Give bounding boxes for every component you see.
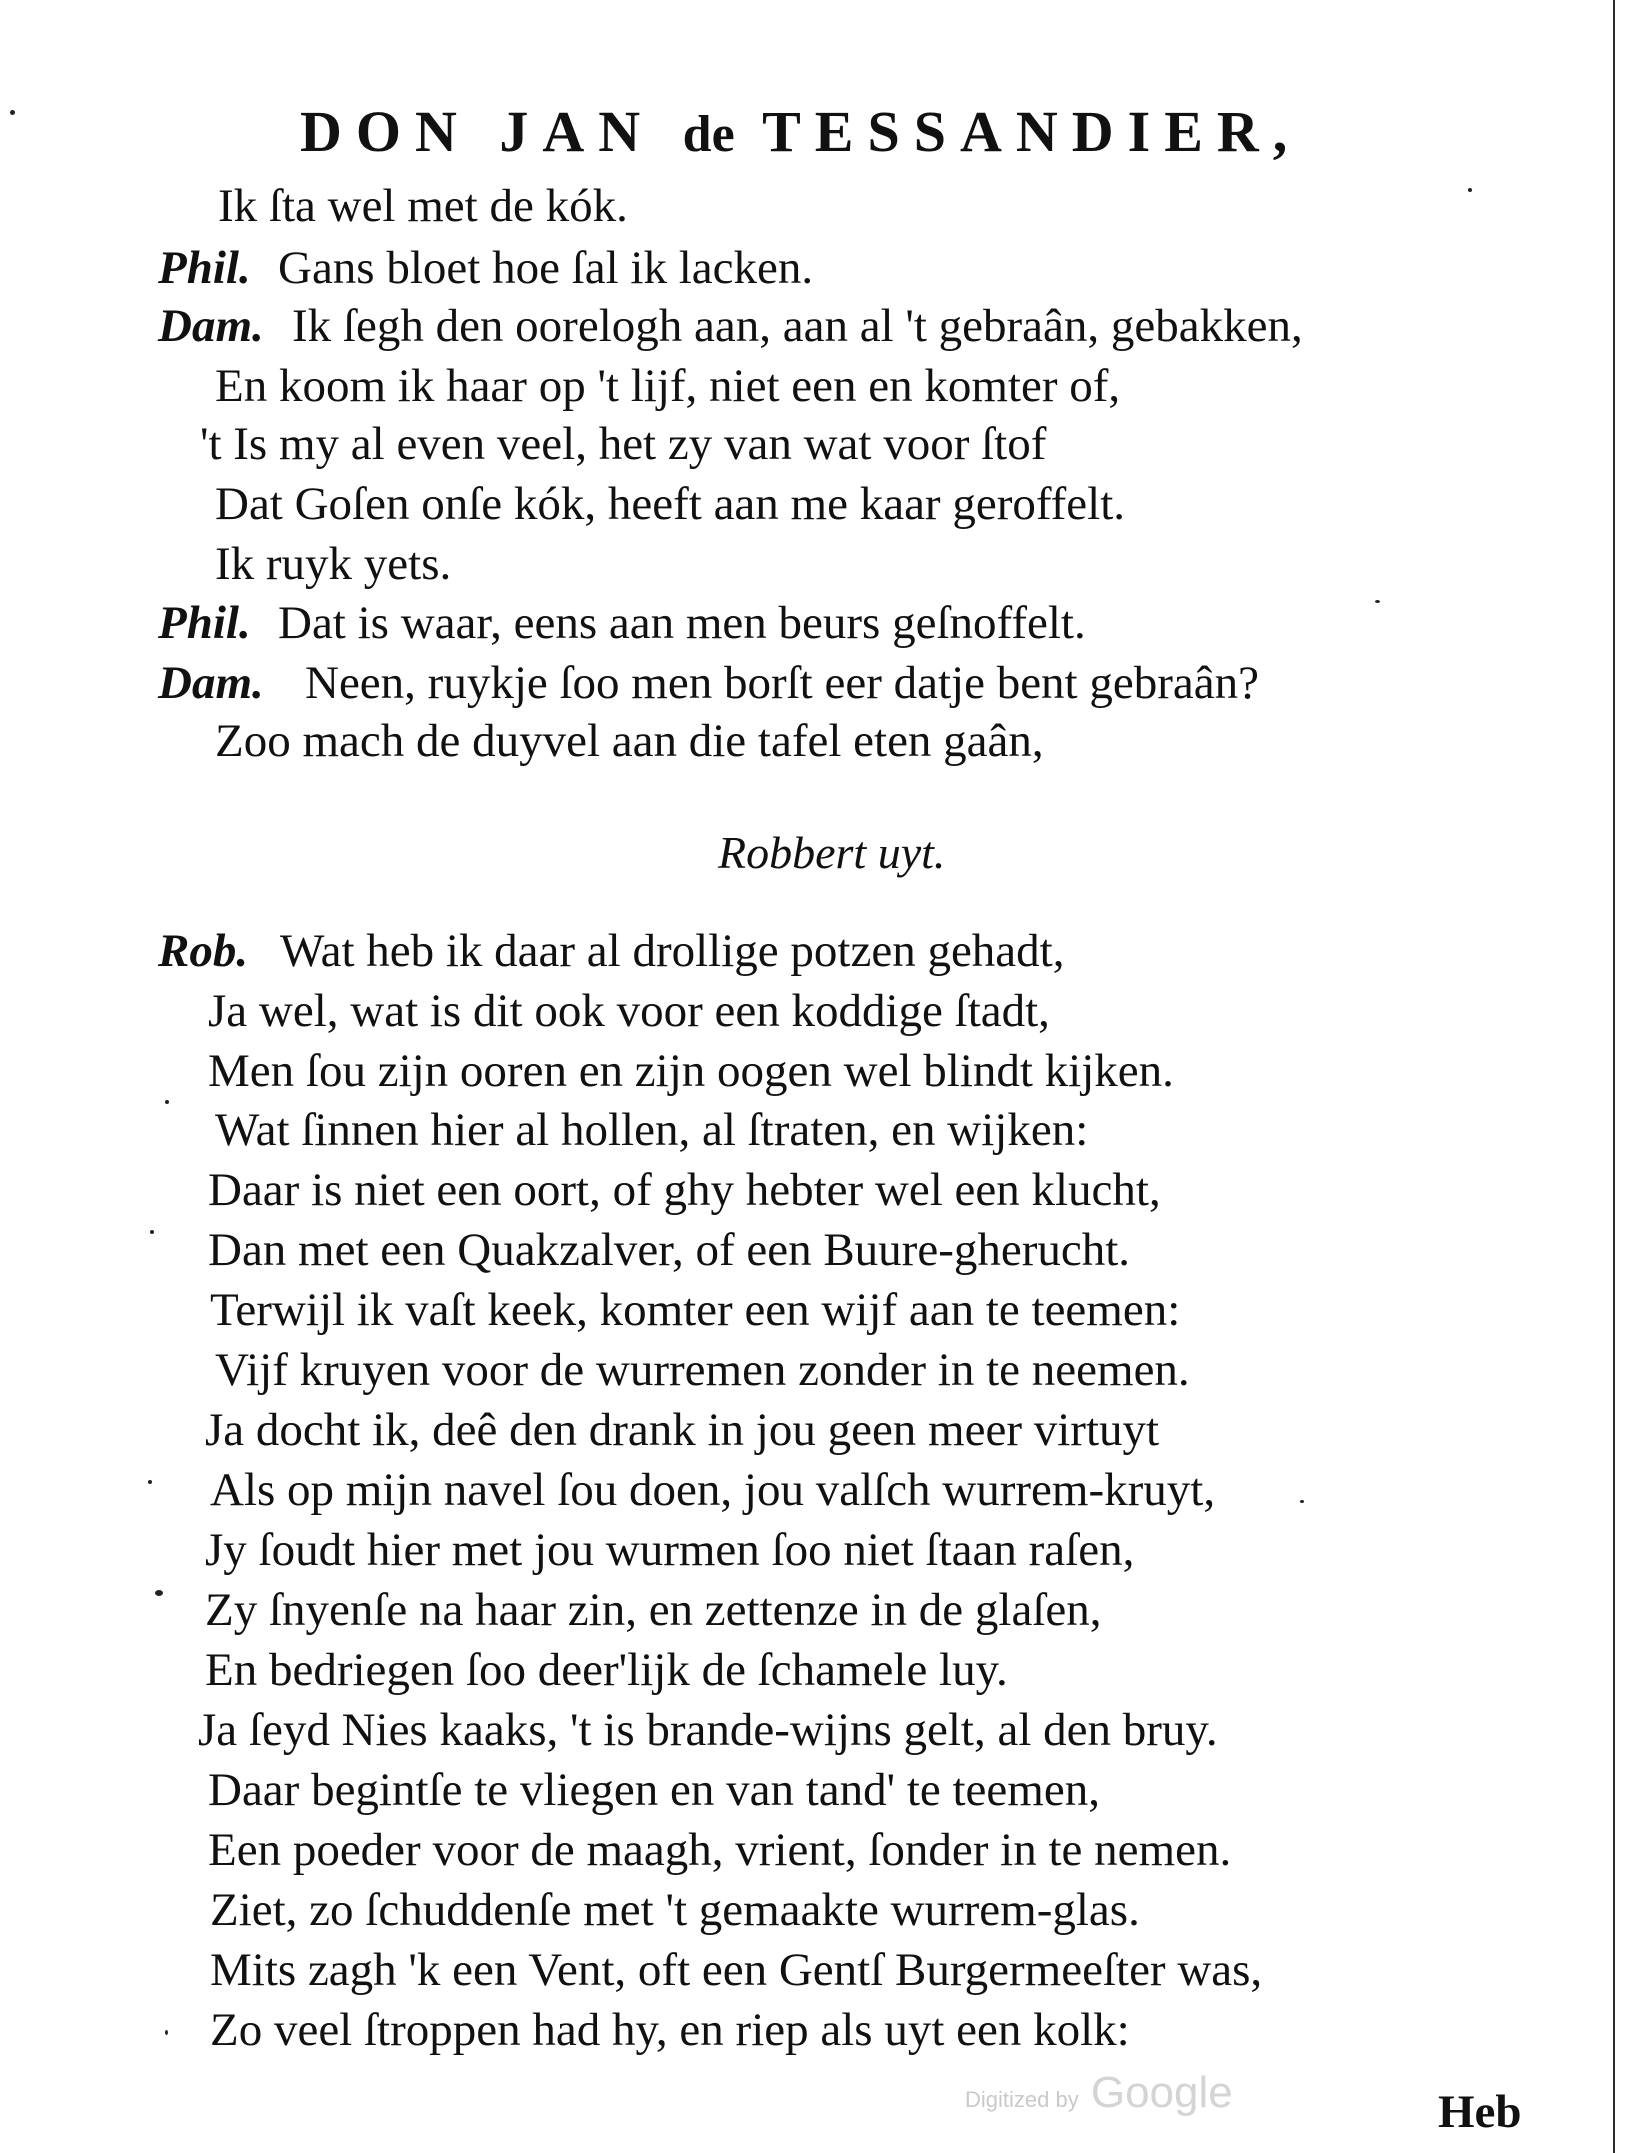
speaker-label: Rob.	[158, 925, 249, 977]
running-head	[300, 98, 1400, 165]
speaker-label: Dam.	[158, 300, 264, 352]
page-edge-line	[1613, 0, 1615, 2153]
verse-text: Gans bloet hoe ſal ik lacken.	[278, 242, 814, 294]
verse-text: Als op mijn navel ſou doen, jou valſch wurrem-kruyt,	[210, 1464, 1216, 1516]
verse-text: Zy ſnyenſe na haar zin, en zettenze in de glaſen,	[205, 1584, 1102, 1636]
watermark-brand: Google	[1090, 2068, 1233, 2117]
verse-text: Jy ſoudt hier met jou wurmen ſoo niet ſtaan raſen,	[205, 1524, 1135, 1576]
stage-direction: Robbert uyt.	[718, 827, 946, 878]
ink-speck	[150, 1230, 154, 1234]
verse-text: Wat heb ik daar al drollige potzen gehadt,	[280, 925, 1065, 977]
digitization-watermark	[965, 2068, 1233, 2118]
verse-text: Dat Goſen onſe kók, heeft aan me kaar geroffelt.	[215, 478, 1126, 530]
verse-text: Ja ſeyd Nies kaaks, 't is brande-wijns gelt, al den bruy.	[198, 1704, 1218, 1756]
verse-text: Ik ſegh den oorelogh aan, aan al 't gebraân, gebakken,	[292, 300, 1303, 352]
ink-speck	[165, 2030, 168, 2035]
watermark-prefix: Digitized by	[965, 2087, 1079, 2112]
verse-text: En koom ik haar op 't lijf, niet een en komter of,	[215, 360, 1121, 412]
verse-text: Dan met een Quakzalver, of een Buure-gherucht.	[208, 1224, 1131, 1276]
speaker-label: Phil.	[158, 597, 251, 649]
verse-text: Ziet, zo ſchuddenſe met 't gemaakte wurrem-glas.	[210, 1884, 1140, 1936]
ink-speck	[148, 1480, 152, 1484]
verse-text: Men ſou zijn ooren en zijn oogen wel blindt kijken.	[208, 1045, 1174, 1097]
verse-text: Ik ſta wel met de kók.	[218, 180, 628, 232]
verse-text: Zoo mach de duyvel aan die tafel eten gaân,	[215, 715, 1044, 767]
verse-text: En bedriegen ſoo deer'lijk de ſchamele luy.	[205, 1644, 1008, 1696]
verse-text: Daar is niet een oort, of ghy hebter wel een klucht,	[208, 1164, 1161, 1216]
speaker-label: Phil.	[158, 242, 251, 294]
ink-speck	[165, 1100, 169, 1104]
verse-text: Ja docht ik, deê den drank in jou geen meer virtuyt	[205, 1404, 1160, 1456]
running-head-particle: de	[682, 106, 735, 163]
ink-speck	[1468, 188, 1472, 192]
verse-text: Vijf kruyen voor de wurremen zonder in te neemen.	[215, 1344, 1190, 1396]
running-head-surname: TESSANDIER,	[762, 99, 1302, 164]
verse-text: Terwijl ik vaſt keek, komter een wijf aan te teemen:	[210, 1284, 1181, 1336]
verse-text: Daar begintſe te vliegen en van tand' te teemen,	[208, 1764, 1100, 1816]
running-head-name: DON JAN	[300, 99, 655, 164]
verse-text: Ik ruyk yets.	[215, 538, 452, 590]
ink-speck	[10, 110, 15, 115]
catchword: Heb	[1438, 2086, 1522, 2138]
speaker-label: Dam.	[158, 657, 264, 709]
ink-speck	[1375, 600, 1380, 603]
verse-text: Mits zagh 'k een Vent, oft een Gentſ Burgermeeſter was,	[210, 1944, 1263, 1996]
ink-speck	[155, 1590, 163, 1596]
verse-text: Wat ſinnen hier al hollen, al ſtraten, en wijken:	[215, 1104, 1089, 1156]
verse-text: Een poeder voor de maagh, vrient, ſonder in te nemen.	[208, 1824, 1232, 1876]
ink-speck	[1300, 1500, 1304, 1503]
verse-text: Neen, ruykje ſoo men borſt eer datje bent gebraân?	[305, 657, 1259, 709]
verse-text: Dat is waar, eens aan men beurs geſnoffelt.	[278, 597, 1086, 649]
verse-text: 't Is my al even veel, het zy van wat voor ſtof	[200, 418, 1047, 470]
verse-text: Ja wel, wat is dit ook voor een koddige ſtadt,	[208, 985, 1050, 1037]
verse-text: Zo veel ſtroppen had hy, en riep als uyt een kolk:	[210, 2004, 1130, 2056]
